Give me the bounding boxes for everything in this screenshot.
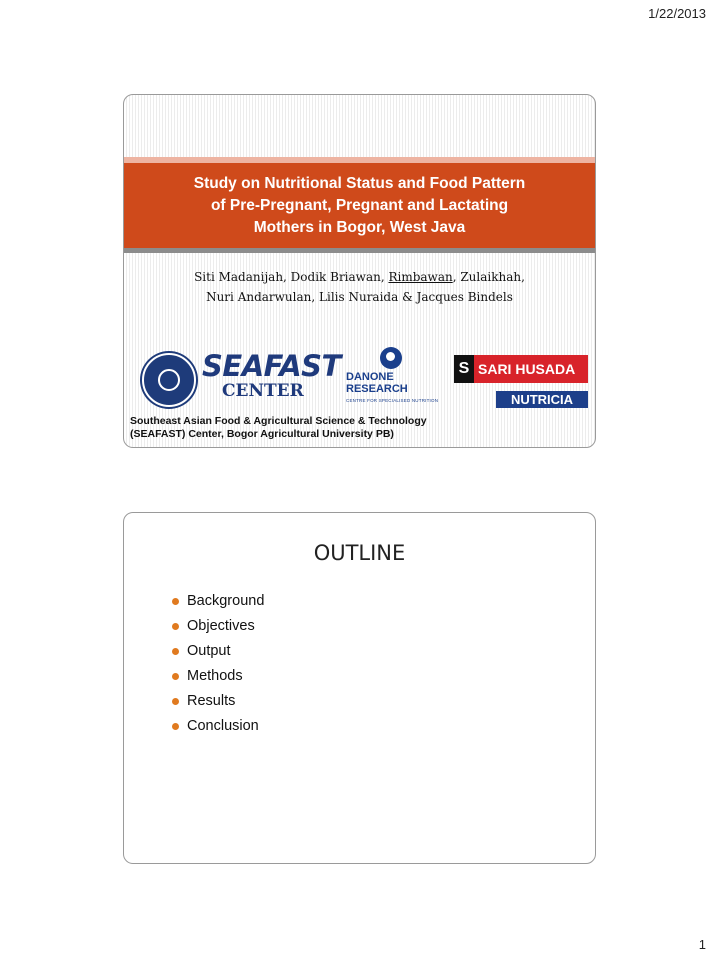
danone-name-1: DANONE <box>346 371 394 383</box>
bullet-icon <box>172 698 179 705</box>
slide-title <box>123 94 596 448</box>
title-line-3: Mothers in Bogor, West Java <box>253 218 466 236</box>
outline-title: OUTLINE <box>313 541 406 565</box>
title-line-1: Study on Nutritional Status and Food Pattern <box>193 174 526 192</box>
danone-subtitle: CENTRE FOR SPECIALISED NUTRITION <box>346 398 439 403</box>
sari-husada-mark-icon: S <box>454 355 474 383</box>
outline-list <box>172 589 264 739</box>
danone-logo <box>346 371 466 403</box>
caption-line-1: Southeast Asian Food & Agricultural Science & Technology <box>130 415 427 427</box>
bullet-icon <box>172 648 179 655</box>
divider-strip <box>124 248 595 253</box>
slide-title-band <box>124 163 595 248</box>
caption-line-2: (SEAFAST) Center, Bogor Agricultural University PB) <box>130 428 394 440</box>
list-item: Methods <box>172 664 264 689</box>
authors-line-1: Siti Madanijah, Dodik Briawan, Rimbawan, Zulaikhah, <box>194 270 525 284</box>
bullet-icon <box>172 623 179 630</box>
list-item: Output <box>172 639 264 664</box>
list-item: Objectives <box>172 614 264 639</box>
seafast-logo <box>202 349 341 403</box>
presenting-author: Rimbawan <box>388 270 453 284</box>
bullet-icon <box>172 673 179 680</box>
danone-name-2: RESEARCH <box>346 383 408 395</box>
slide-caption <box>130 415 427 441</box>
authors <box>124 267 595 307</box>
list-item: Conclusion <box>172 714 264 739</box>
header-date: 1/22/2013 <box>648 6 706 21</box>
list-item: Results <box>172 689 264 714</box>
seafast-logo-text: SEAFAST <box>202 349 341 383</box>
authors-line-2: Nuri Andarwulan, Lilis Nuraida & Jacques Bindels <box>206 290 513 304</box>
list-item: Background <box>172 589 264 614</box>
sari-husada-logo <box>454 355 588 383</box>
danone-icon <box>380 347 402 369</box>
slide-outline <box>123 512 596 864</box>
seafast-logo-subtext: CENTER <box>222 381 304 401</box>
bullet-icon <box>172 598 179 605</box>
nutricia-logo: NUTRICIA <box>496 391 588 408</box>
ipb-seal-logo <box>142 353 196 407</box>
page-number: 1 <box>698 937 706 952</box>
sari-husada-text: SARI HUSADA <box>478 361 576 377</box>
title-line-2: of Pre-Pregnant, Pregnant and Lactating <box>210 196 509 214</box>
bullet-icon <box>172 723 179 730</box>
